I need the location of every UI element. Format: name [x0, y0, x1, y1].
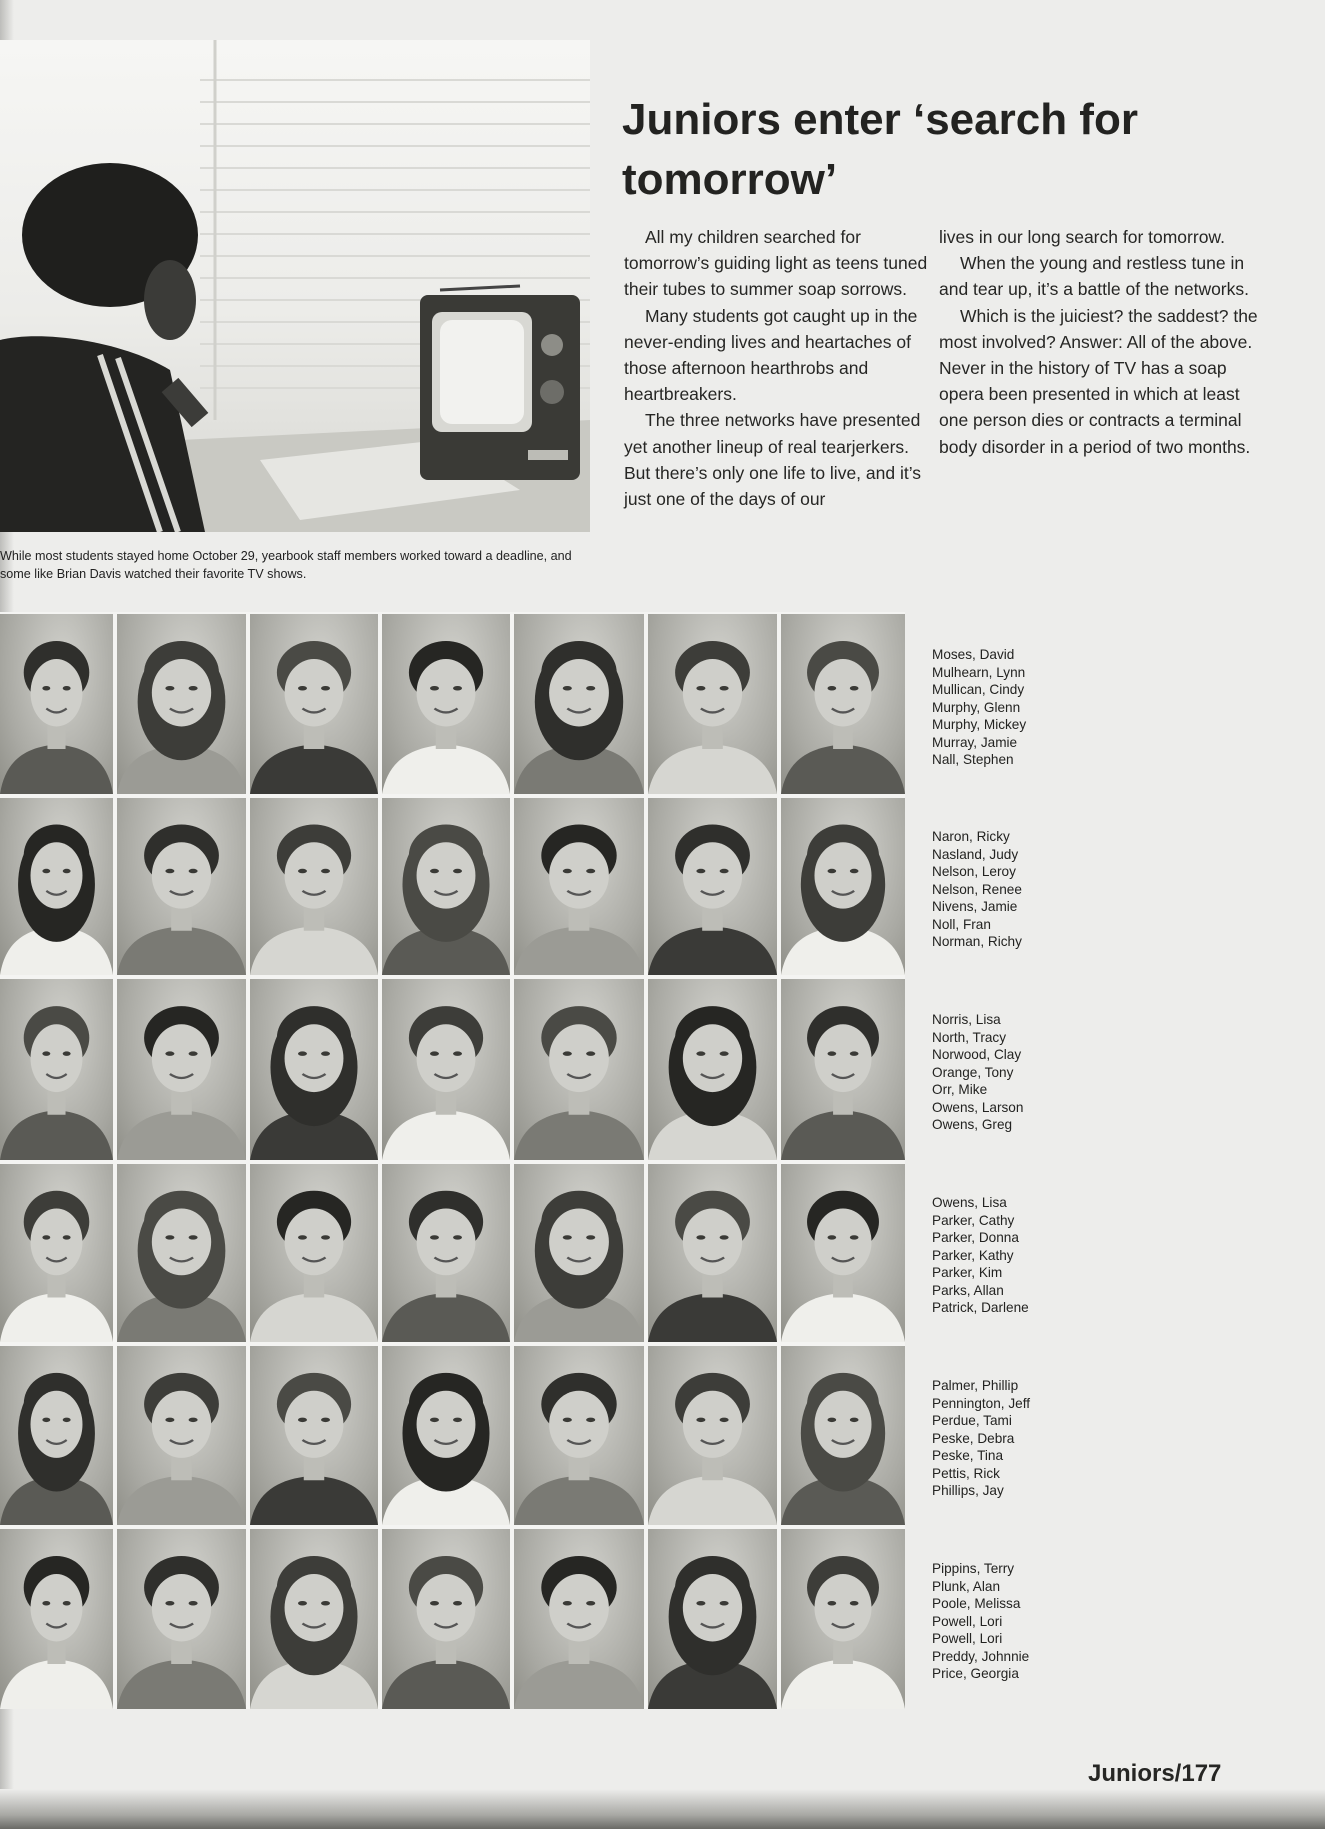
- student-portrait: [117, 979, 246, 1160]
- story-paragraph: lives in our long search for tomorrow.: [939, 227, 1225, 247]
- student-portrait: [514, 1529, 644, 1709]
- student-name: Owens, Lisa: [932, 1195, 1007, 1210]
- student-portrait: [250, 798, 378, 975]
- student-name: Powell, Lori: [932, 1613, 1003, 1629]
- student-portrait: [648, 798, 777, 975]
- student-name: Owens, Greg: [932, 1117, 1013, 1132]
- student-portrait: [648, 614, 777, 794]
- story-column-2: [939, 224, 1259, 460]
- student-name: Nasland, Judy: [932, 846, 1019, 862]
- student-name: Orr, Mike: [932, 1082, 988, 1097]
- student-portrait: [781, 1164, 905, 1342]
- student-portrait: [648, 1529, 777, 1709]
- student-name: Plunk, Alan: [932, 1578, 1001, 1594]
- student-name: Naron, Ricky: [932, 829, 1010, 844]
- student-portrait: [0, 1346, 113, 1525]
- student-name: Price, Georgia: [932, 1666, 1019, 1681]
- student-name: Perdue, Tami: [932, 1413, 1012, 1428]
- student-name: Pennington, Jeff: [932, 1395, 1031, 1411]
- student-name: Murray, Jamie: [932, 734, 1018, 750]
- student-portrait: [250, 1164, 378, 1342]
- student-name: Parker, Kim: [932, 1265, 1003, 1280]
- student-name: Owens, Larson: [932, 1099, 1024, 1115]
- portrait-name-list: [932, 1560, 1192, 1683]
- student-name: Parker, Donna: [932, 1230, 1019, 1245]
- story-paragraph: All my children searched for tomorrow’s guiding light as teens tuned their tubes to summer soap sorrows.: [624, 227, 928, 300]
- student-portrait: [648, 1164, 777, 1342]
- student-portrait: [781, 1346, 905, 1525]
- student-portrait: [0, 614, 113, 794]
- student-name: Poole, Melissa: [932, 1596, 1021, 1611]
- student-portrait: [117, 1346, 246, 1525]
- student-name: Noll, Fran: [932, 916, 991, 932]
- story-column-1: [624, 224, 929, 512]
- student-name: Murphy, Mickey: [932, 717, 1027, 732]
- page-headline: Juniors enter ‘search for tomorrow’: [622, 95, 1138, 204]
- student-portrait: [117, 1164, 246, 1342]
- student-portrait: [382, 979, 510, 1160]
- portrait-name-list: [932, 646, 1192, 769]
- student-name: Nelson, Renee: [932, 881, 1022, 897]
- student-portrait: [0, 798, 113, 975]
- student-portrait: [0, 1529, 113, 1709]
- student-portrait: [781, 798, 905, 975]
- student-portrait: [250, 1346, 378, 1525]
- student-portrait: [382, 798, 510, 975]
- page-folio: Juniors/177: [1088, 1760, 1222, 1787]
- student-name: North, Tracy: [932, 1029, 1007, 1045]
- photo-caption: While most students stayed home October 29, yearbook staff members worked toward a deadline, and some like Brian Davis watched their favorite TV shows.: [0, 549, 572, 581]
- story-paragraph: When the young and restless tune in and tear up, it’s a battle of the networks.: [939, 253, 1250, 300]
- student-name: Pettis, Rick: [932, 1465, 1000, 1481]
- student-name: Palmer, Phillip: [932, 1378, 1019, 1393]
- student-portrait: [781, 1529, 905, 1709]
- student-name: Peske, Tina: [932, 1448, 1004, 1463]
- portrait-name-list: [932, 1377, 1192, 1500]
- student-portrait: [117, 798, 246, 975]
- student-name: Norwood, Clay: [932, 1047, 1022, 1062]
- student-name: Parker, Cathy: [932, 1212, 1015, 1228]
- student-portrait: [648, 979, 777, 1160]
- student-watching-tv-illustration: [0, 40, 590, 532]
- story-paragraph: Many students got caught up in the never-ending lives and heartaches of those afternoon hearthrobs and heartbreakers.: [624, 305, 918, 405]
- student-portrait: [117, 614, 246, 794]
- student-name: Preddy, Johnnie: [932, 1648, 1030, 1664]
- student-portrait: [781, 614, 905, 794]
- student-name: Moses, David: [932, 647, 1015, 662]
- page-bottom-shadow: [0, 1789, 1325, 1829]
- student-portrait: [781, 979, 905, 1160]
- student-portrait: [0, 979, 113, 1160]
- student-name: Parks, Allan: [932, 1282, 1004, 1298]
- student-name: Mullican, Cindy: [932, 682, 1025, 697]
- student-name: Parker, Kathy: [932, 1247, 1014, 1263]
- story-paragraph: Which is the juiciest? the saddest? the most involved? Answer: All of the above. Never in the history of TV has a soap opera been presented in which at least one person dies or contracts a terminal body disorder in a period of two months.: [939, 305, 1258, 457]
- student-portrait: [648, 1346, 777, 1525]
- student-portrait: [382, 1164, 510, 1342]
- student-name: Norris, Lisa: [932, 1012, 1001, 1027]
- student-portrait: [514, 979, 644, 1160]
- student-name: Peske, Debra: [932, 1430, 1015, 1446]
- student-portrait: [514, 798, 644, 975]
- portrait-grid: [0, 612, 905, 1709]
- student-name: Nelson, Leroy: [932, 864, 1016, 879]
- student-portrait: [382, 1529, 510, 1709]
- student-name: Phillips, Jay: [932, 1483, 1004, 1498]
- student-portrait: [250, 1529, 378, 1709]
- student-portrait: [250, 614, 378, 794]
- student-name: Powell, Lori: [932, 1631, 1003, 1646]
- student-portrait: [382, 614, 510, 794]
- story-paragraph: The three networks have presented yet another lineup of real tearjerkers. But there’s only one life to live, and it’s just one of the days of our: [624, 410, 922, 510]
- student-name: Nall, Stephen: [932, 752, 1014, 767]
- student-name: Murphy, Glenn: [932, 699, 1021, 715]
- student-name: Orange, Tony: [932, 1064, 1014, 1080]
- student-portrait: [514, 1164, 644, 1342]
- student-name: Patrick, Darlene: [932, 1300, 1029, 1315]
- student-portrait: [117, 1529, 246, 1709]
- student-portrait: [250, 979, 378, 1160]
- student-name: Nivens, Jamie: [932, 899, 1018, 914]
- student-name: Norman, Richy: [932, 934, 1022, 949]
- portrait-name-list: [932, 1194, 1192, 1317]
- student-portrait: [514, 1346, 644, 1525]
- student-name: Pippins, Terry: [932, 1561, 1015, 1576]
- student-name: Mulhearn, Lynn: [932, 664, 1026, 680]
- student-portrait: [382, 1346, 510, 1525]
- portrait-name-list: [932, 1011, 1192, 1134]
- student-portrait: [0, 1164, 113, 1342]
- feature-photo: [0, 40, 590, 532]
- portrait-name-list: [932, 828, 1192, 951]
- student-portrait: [514, 614, 644, 794]
